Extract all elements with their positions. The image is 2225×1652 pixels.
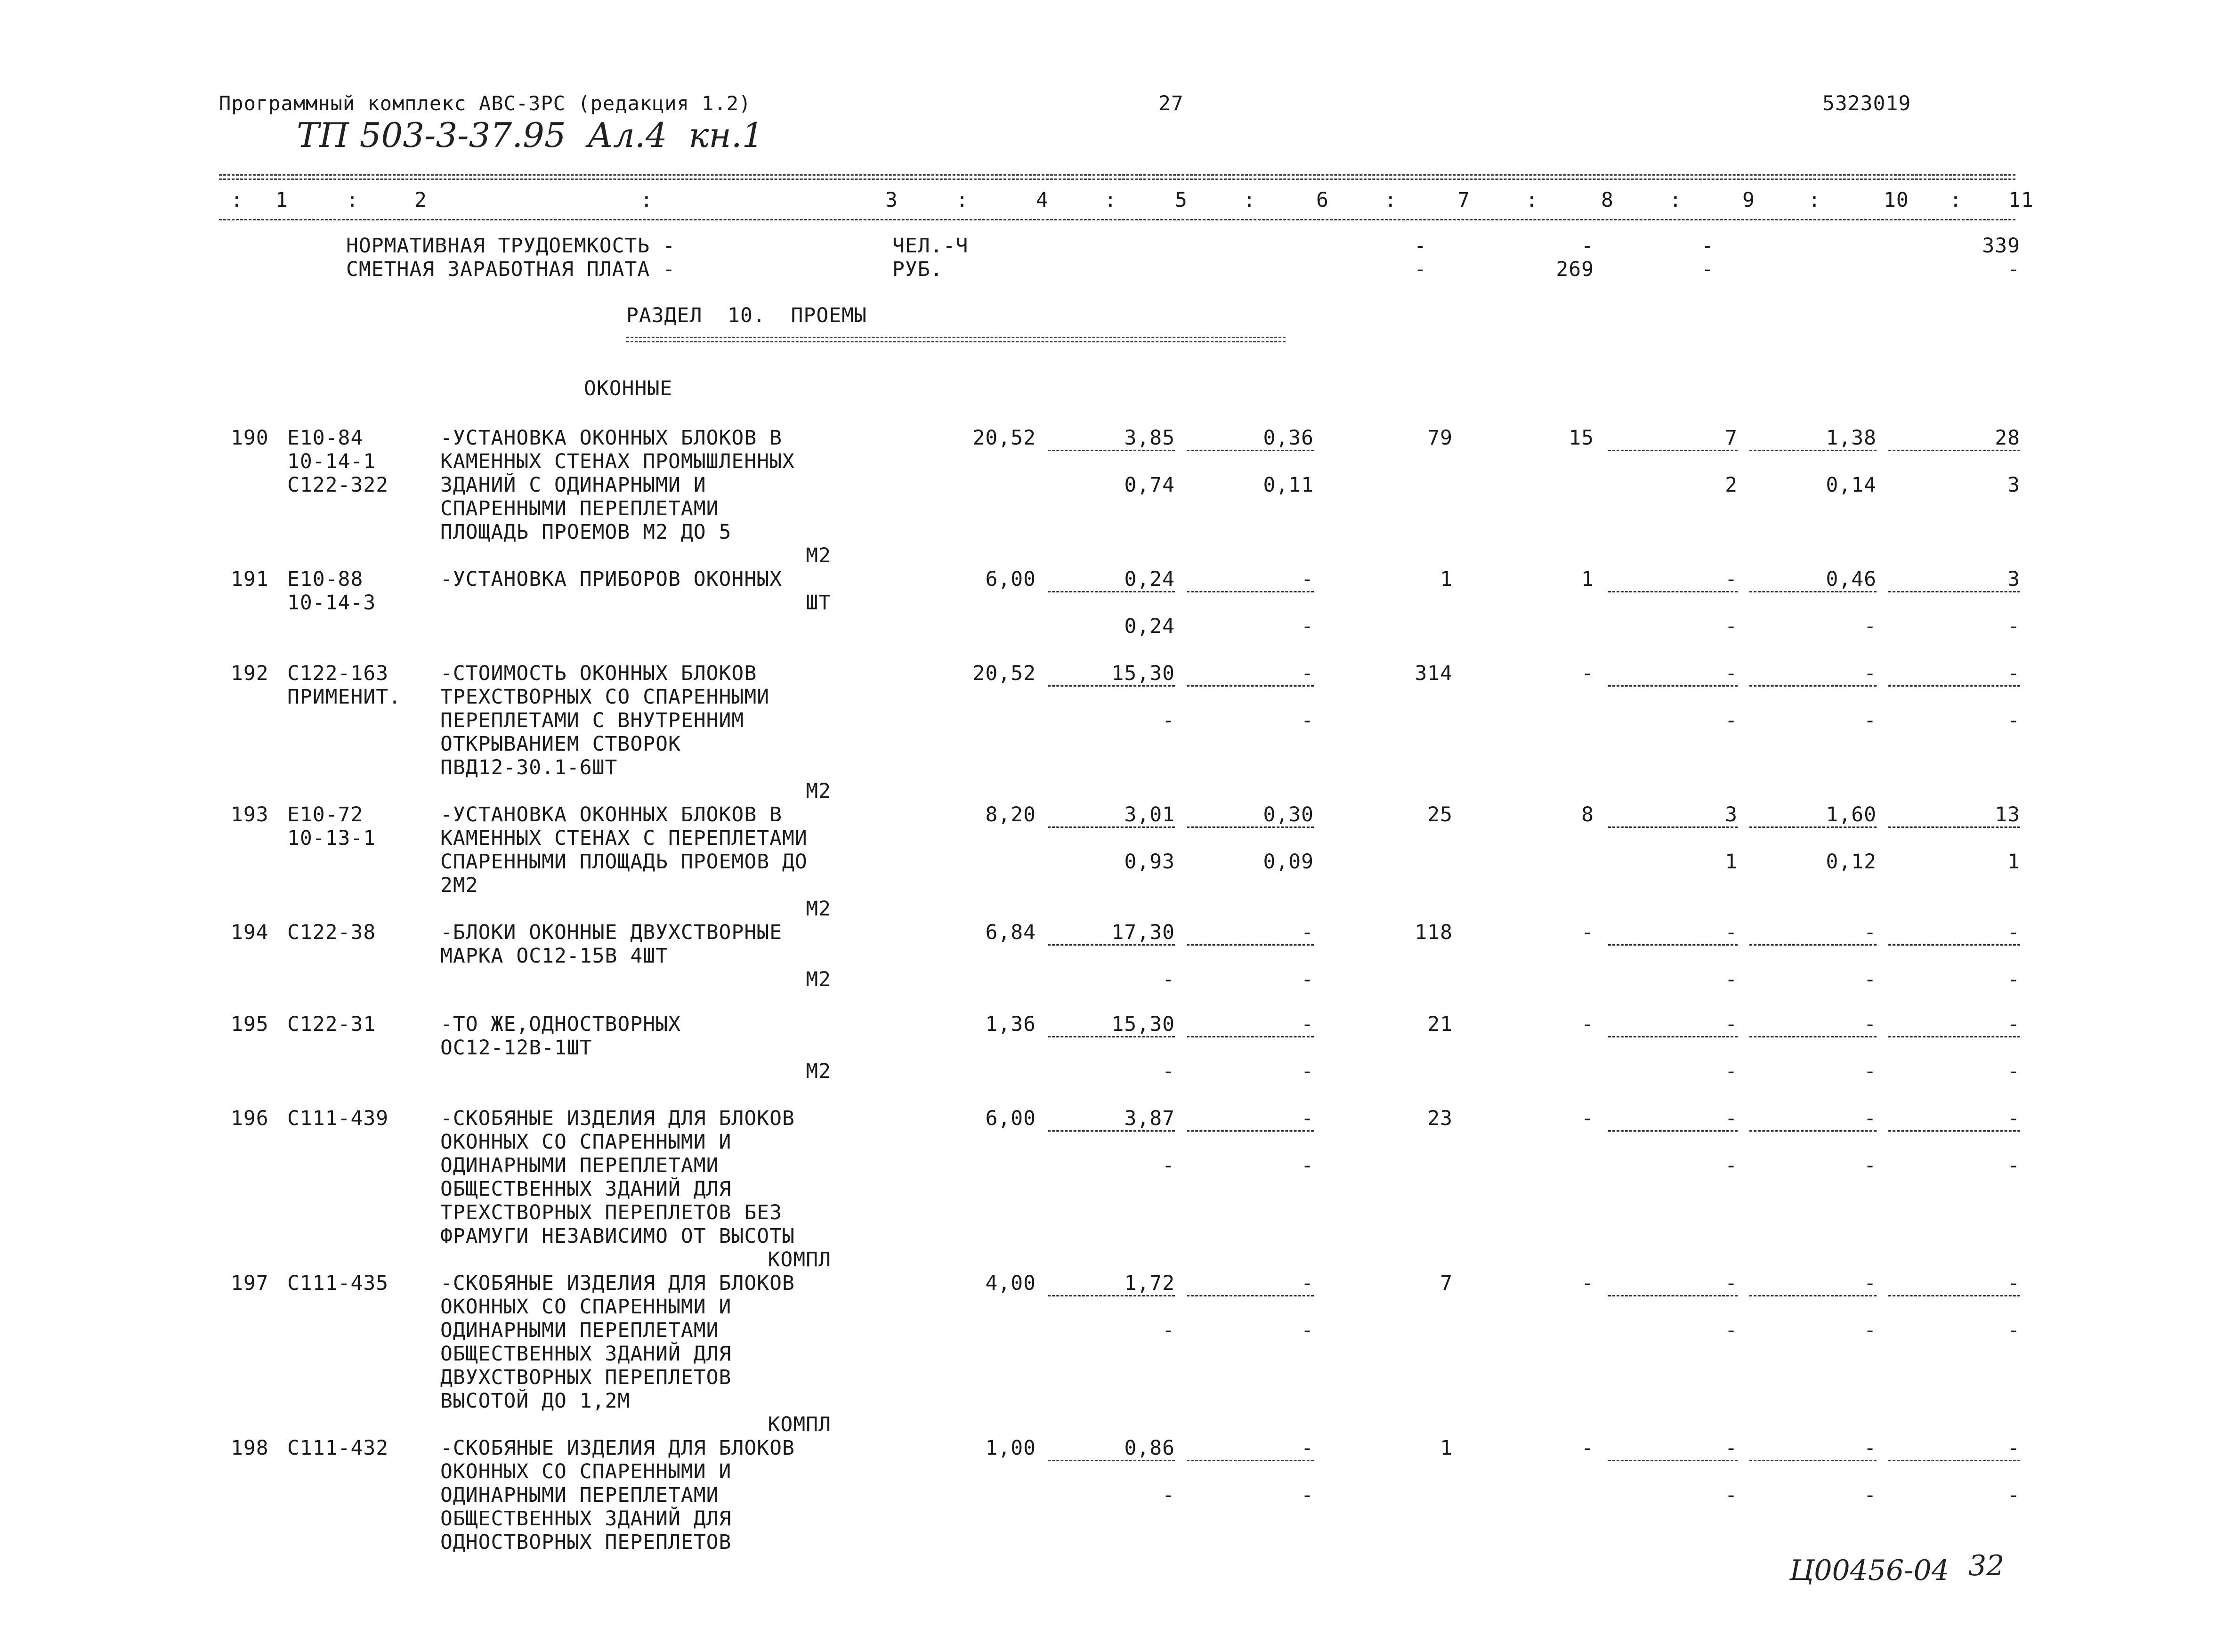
column-number: 2 bbox=[414, 188, 427, 212]
column-number: 5 bbox=[1175, 188, 1188, 212]
row-unit: М2 bbox=[806, 1060, 831, 1083]
fraction-line bbox=[1888, 1295, 2020, 1296]
summary-col11: 339 bbox=[1982, 234, 2020, 258]
row-col11-lower: - bbox=[2007, 1483, 2020, 1507]
row-col8: - bbox=[1581, 1271, 1594, 1295]
fraction-line bbox=[1749, 1460, 1877, 1461]
fraction-line bbox=[1749, 685, 1877, 687]
summary-col8: - bbox=[1581, 234, 1594, 258]
row-col8: 15 bbox=[1569, 426, 1594, 450]
row-col6: 0,36 bbox=[1263, 426, 1314, 450]
handwritten-code: Ц00456-04 bbox=[1789, 1554, 1950, 1587]
row-number: 190 bbox=[231, 426, 269, 450]
fraction-line bbox=[1749, 591, 1877, 592]
row-unit: М2 bbox=[806, 897, 831, 921]
row-col11: - bbox=[2007, 662, 2020, 685]
row-col10-lower: - bbox=[1864, 615, 1877, 638]
row-description: -СКОБЯНЫЕ ИЗДЕЛИЯ ДЛЯ БЛОКОВ bbox=[440, 1107, 795, 1130]
fraction-line bbox=[1187, 450, 1314, 451]
row-col5: 0,24 bbox=[1124, 567, 1175, 591]
row-description: КАМЕННЫХ СТЕНАХ ПРОМЫШЛЕННЫХ bbox=[440, 450, 795, 473]
row-col10-lower: - bbox=[1864, 1154, 1877, 1177]
row-code: С122-163 bbox=[287, 662, 389, 685]
row-col5: 1,72 bbox=[1124, 1271, 1175, 1295]
row-number: 194 bbox=[231, 921, 269, 944]
fraction-line bbox=[1749, 826, 1877, 828]
row-col5: 3,87 bbox=[1124, 1107, 1175, 1130]
row-col6: - bbox=[1301, 1107, 1314, 1130]
row-col11: 3 bbox=[2007, 567, 2020, 591]
summary-unit: ЧЕЛ.-Ч bbox=[892, 234, 969, 258]
row-quantity: 20,52 bbox=[972, 426, 1036, 450]
row-code: С122-38 bbox=[287, 921, 376, 944]
row-col10: - bbox=[1864, 1107, 1877, 1130]
row-col8: 8 bbox=[1581, 803, 1594, 826]
row-quantity: 6,84 bbox=[985, 921, 1036, 944]
row-code: 10-14-1 bbox=[287, 450, 376, 473]
fraction-line bbox=[1608, 944, 1738, 946]
row-col7: 314 bbox=[1415, 662, 1453, 685]
fraction-line bbox=[1608, 1036, 1738, 1037]
fraction-line bbox=[1187, 1295, 1314, 1296]
column-separator: : bbox=[1526, 188, 1538, 212]
row-col9: - bbox=[1725, 1271, 1738, 1295]
row-col8: - bbox=[1581, 1012, 1594, 1036]
row-quantity: 20,52 bbox=[972, 662, 1036, 685]
row-col5: 3,01 bbox=[1124, 803, 1175, 826]
fraction-line bbox=[1048, 826, 1175, 828]
summary-col11: - bbox=[2007, 258, 2020, 281]
row-col7: 7 bbox=[1440, 1271, 1453, 1295]
row-col11-lower: 3 bbox=[2007, 473, 2020, 497]
row-unit: КОМПЛ bbox=[768, 1248, 831, 1271]
column-number: 6 bbox=[1316, 188, 1329, 212]
row-col9-lower: - bbox=[1725, 1060, 1738, 1083]
fraction-line bbox=[1048, 1460, 1175, 1461]
row-description: -УСТАНОВКА ОКОННЫХ БЛОКОВ В bbox=[440, 803, 782, 826]
row-col6-lower: - bbox=[1301, 1060, 1314, 1083]
column-number: 3 bbox=[885, 188, 898, 212]
row-col6-lower: 0,11 bbox=[1263, 473, 1314, 497]
row-code: Е10-88 bbox=[287, 567, 364, 591]
row-col6: - bbox=[1301, 1436, 1314, 1460]
row-col9-lower: 2 bbox=[1725, 473, 1738, 497]
fraction-line bbox=[1608, 685, 1738, 687]
row-quantity: 6,00 bbox=[985, 567, 1036, 591]
row-col5-lower: 0,74 bbox=[1124, 473, 1175, 497]
row-col11-lower: - bbox=[2007, 1060, 2020, 1083]
row-col8: - bbox=[1581, 1107, 1594, 1130]
column-separator: : bbox=[1808, 188, 1821, 212]
row-col5-lower: - bbox=[1162, 968, 1175, 991]
column-separator: : bbox=[346, 188, 359, 212]
row-col9-lower: 1 bbox=[1725, 850, 1738, 874]
summary-col7: - bbox=[1414, 234, 1427, 258]
fraction-line bbox=[1888, 450, 2020, 451]
row-description: ДВУХСТВОРНЫХ ПЕРЕПЛЕТОВ bbox=[440, 1366, 732, 1389]
summary-col8: 269 bbox=[1556, 258, 1594, 281]
row-quantity: 1,00 bbox=[985, 1436, 1036, 1460]
row-code: С111-432 bbox=[287, 1436, 389, 1460]
fraction-line bbox=[1608, 826, 1738, 828]
row-col5: 0,86 bbox=[1124, 1436, 1175, 1460]
row-col6: - bbox=[1301, 662, 1314, 685]
row-description: ОТКРЫВАНИЕМ СТВОРОК bbox=[440, 732, 681, 756]
column-number: 11 bbox=[2008, 188, 2034, 212]
column-separator: : bbox=[1669, 188, 1682, 212]
column-number: 9 bbox=[1742, 188, 1755, 212]
row-col10: - bbox=[1864, 1012, 1877, 1036]
row-col7: 79 bbox=[1427, 426, 1453, 450]
row-col11: 28 bbox=[1995, 426, 2020, 450]
fraction-line bbox=[1888, 685, 2020, 687]
fraction-line bbox=[1888, 1130, 2020, 1132]
row-number: 192 bbox=[231, 662, 269, 685]
row-col6-lower: - bbox=[1301, 968, 1314, 991]
row-col5: 17,30 bbox=[1111, 921, 1175, 944]
header-rule-top bbox=[219, 174, 2015, 180]
fraction-line bbox=[1048, 450, 1175, 451]
fraction-line bbox=[1608, 591, 1738, 592]
row-description: -БЛОКИ ОКОННЫЕ ДВУХСТВОРНЫЕ bbox=[440, 921, 782, 944]
row-col9: - bbox=[1725, 662, 1738, 685]
row-description: СПАРЕННЫМИ ПЛОЩАДЬ ПРОЕМОВ ДО bbox=[440, 850, 808, 874]
fraction-line bbox=[1888, 826, 2020, 828]
row-col9-lower: - bbox=[1725, 615, 1738, 638]
row-description: ПЕРЕПЛЕТАМИ С ВНУТРЕННИМ bbox=[440, 709, 744, 732]
fraction-line bbox=[1749, 1295, 1877, 1296]
row-description: ТРЕХСТВОРНЫХ ПЕРЕПЛЕТОВ БЕЗ bbox=[440, 1201, 782, 1224]
row-col6-lower: - bbox=[1301, 1483, 1314, 1507]
row-col9-lower: - bbox=[1725, 968, 1738, 991]
row-description: -ТО ЖЕ,ОДНОСТВОРНЫХ bbox=[440, 1012, 681, 1036]
column-number: 7 bbox=[1457, 188, 1470, 212]
row-col10-lower: - bbox=[1864, 968, 1877, 991]
fraction-line bbox=[1749, 450, 1877, 451]
fraction-line bbox=[1048, 1130, 1175, 1132]
row-col6-lower: - bbox=[1301, 1154, 1314, 1177]
row-col8: - bbox=[1581, 1436, 1594, 1460]
fraction-line bbox=[1187, 1460, 1314, 1461]
fraction-line bbox=[1749, 1130, 1877, 1132]
row-description: -СТОИМОСТЬ ОКОННЫХ БЛОКОВ bbox=[440, 662, 757, 685]
row-unit: КОМПЛ bbox=[768, 1413, 831, 1436]
row-col9: - bbox=[1725, 921, 1738, 944]
section-title: РАЗДЕЛ 10. ПРОЕМЫ bbox=[626, 304, 867, 327]
row-description: ОДИНАРНЫМИ ПЕРЕПЛЕТАМИ bbox=[440, 1154, 719, 1177]
row-code: С111-435 bbox=[287, 1271, 389, 1295]
row-description: ОДИНАРНЫМИ ПЕРЕПЛЕТАМИ bbox=[440, 1319, 719, 1342]
row-number: 196 bbox=[231, 1107, 269, 1130]
fraction-line bbox=[1187, 685, 1314, 687]
row-col9-lower: - bbox=[1725, 1319, 1738, 1342]
row-unit: М2 bbox=[806, 779, 831, 803]
summary-col9: - bbox=[1701, 234, 1714, 258]
column-separator: : bbox=[1243, 188, 1256, 212]
handwritten-page: 32 bbox=[1968, 1549, 2005, 1582]
row-description: ОБЩЕСТВЕННЫХ ЗДАНИЙ ДЛЯ bbox=[440, 1507, 732, 1531]
fraction-line bbox=[1888, 591, 2020, 592]
column-separator: : bbox=[1104, 188, 1117, 212]
fraction-line bbox=[1608, 1460, 1738, 1461]
row-description: -СКОБЯНЫЕ ИЗДЕЛИЯ ДЛЯ БЛОКОВ bbox=[440, 1271, 795, 1295]
row-col7: 1 bbox=[1440, 567, 1453, 591]
row-description: КАМЕННЫХ СТЕНАХ С ПЕРЕПЛЕТАМИ bbox=[440, 826, 808, 850]
column-separator: : bbox=[231, 188, 243, 212]
row-col5: 3,85 bbox=[1124, 426, 1175, 450]
row-description: ЗДАНИЙ С ОДИНАРНЫМИ И bbox=[440, 473, 706, 497]
doc-code: 5323019 bbox=[1822, 92, 1911, 115]
row-col10: 1,60 bbox=[1826, 803, 1877, 826]
column-number: 10 bbox=[1884, 188, 1909, 212]
row-description: ТРЕХСТВОРНЫХ СО СПАРЕННЫМИ bbox=[440, 685, 770, 709]
row-col6-lower: - bbox=[1301, 1319, 1314, 1342]
row-col7: 23 bbox=[1427, 1107, 1453, 1130]
row-col6: - bbox=[1301, 567, 1314, 591]
program-title: Программный комплекс АВС-ЗРС (редакция 1.2) bbox=[219, 92, 752, 115]
row-number: 195 bbox=[231, 1012, 269, 1036]
row-col9-lower: - bbox=[1725, 1483, 1738, 1507]
row-col11-lower: - bbox=[2007, 709, 2020, 732]
column-number: 1 bbox=[275, 188, 288, 212]
column-separator: : bbox=[1384, 188, 1397, 212]
row-unit: М2 bbox=[806, 544, 831, 567]
summary-unit: РУБ. bbox=[892, 258, 943, 281]
row-col6-lower: - bbox=[1301, 615, 1314, 638]
row-col9: 3 bbox=[1725, 803, 1738, 826]
row-code: 10-14-3 bbox=[287, 591, 376, 615]
row-col7: 1 bbox=[1440, 1436, 1453, 1460]
row-description: ВЫСОТОЙ ДО 1,2М bbox=[440, 1389, 631, 1413]
column-number: 8 bbox=[1601, 188, 1614, 212]
row-col6-lower: - bbox=[1301, 709, 1314, 732]
row-col9: - bbox=[1725, 1436, 1738, 1460]
row-description: 2М2 bbox=[440, 874, 478, 897]
summary-col7: - bbox=[1414, 258, 1427, 281]
row-col11-lower: - bbox=[2007, 1319, 2020, 1342]
page-number: 27 bbox=[1158, 92, 1184, 115]
row-col11-lower: 1 bbox=[2007, 850, 2020, 874]
fraction-line bbox=[1048, 1295, 1175, 1296]
fraction-line bbox=[1888, 1036, 2020, 1037]
row-col8: - bbox=[1581, 921, 1594, 944]
row-col9: - bbox=[1725, 567, 1738, 591]
row-col11: - bbox=[2007, 921, 2020, 944]
row-col11: - bbox=[2007, 1107, 2020, 1130]
row-code: Е10-72 bbox=[287, 803, 364, 826]
row-description: ПВД12-30.1-6ШТ bbox=[440, 756, 618, 779]
fraction-line bbox=[1888, 944, 2020, 946]
row-col7: 118 bbox=[1415, 921, 1453, 944]
fraction-line bbox=[1048, 685, 1175, 687]
row-col10-lower: - bbox=[1864, 1060, 1877, 1083]
row-col11: - bbox=[2007, 1271, 2020, 1295]
row-description: МАРКА ОС12-15В 4ШТ bbox=[440, 944, 668, 968]
row-col11-lower: - bbox=[2007, 615, 2020, 638]
row-col5-lower: - bbox=[1162, 709, 1175, 732]
row-description: ОБЩЕСТВЕННЫХ ЗДАНИЙ ДЛЯ bbox=[440, 1177, 732, 1201]
row-description: ОКОННЫХ СО СПАРЕННЫМИ И bbox=[440, 1460, 732, 1483]
row-description: ОКОННЫХ СО СПАРЕННЫМИ И bbox=[440, 1295, 732, 1319]
column-separator: : bbox=[640, 188, 653, 212]
row-col6: - bbox=[1301, 921, 1314, 944]
row-col5-lower: - bbox=[1162, 1483, 1175, 1507]
row-unit: М2 bbox=[806, 968, 831, 991]
fraction-line bbox=[1048, 591, 1175, 592]
row-col8: - bbox=[1581, 662, 1594, 685]
fraction-line bbox=[1749, 944, 1877, 946]
row-col5-lower: - bbox=[1162, 1319, 1175, 1342]
row-description: ПЛОЩАДЬ ПРОЕМОВ М2 ДО 5 bbox=[440, 520, 732, 544]
row-description: -СКОБЯНЫЕ ИЗДЕЛИЯ ДЛЯ БЛОКОВ bbox=[440, 1436, 795, 1460]
row-description: ФРАМУГИ НЕЗАВИСИМО ОТ ВЫСОТЫ bbox=[440, 1224, 795, 1248]
row-description: ОКОННЫХ СО СПАРЕННЫМИ И bbox=[440, 1130, 732, 1154]
row-col10-lower: 0,14 bbox=[1826, 473, 1877, 497]
row-col9-lower: - bbox=[1725, 1154, 1738, 1177]
fraction-line bbox=[1187, 944, 1314, 946]
row-col10: - bbox=[1864, 662, 1877, 685]
row-number: 193 bbox=[231, 803, 269, 826]
row-col8: 1 bbox=[1581, 567, 1594, 591]
row-quantity: 6,00 bbox=[985, 1107, 1036, 1130]
row-description: ОБЩЕСТВЕННЫХ ЗДАНИЙ ДЛЯ bbox=[440, 1342, 732, 1366]
row-col6: 0,30 bbox=[1263, 803, 1314, 826]
row-col6: - bbox=[1301, 1012, 1314, 1036]
row-description: ОДИНАРНЫМИ ПЕРЕПЛЕТАМИ bbox=[440, 1483, 719, 1507]
fraction-line bbox=[1608, 450, 1738, 451]
row-col11-lower: - bbox=[2007, 1154, 2020, 1177]
row-col10-lower: - bbox=[1864, 1319, 1877, 1342]
row-col11: 13 bbox=[1995, 803, 2020, 826]
row-quantity: 4,00 bbox=[985, 1271, 1036, 1295]
fraction-line bbox=[1187, 1130, 1314, 1132]
fraction-line bbox=[1888, 1460, 2020, 1461]
row-col9-lower: - bbox=[1725, 709, 1738, 732]
row-code: С122-322 bbox=[287, 473, 389, 497]
row-col11-lower: - bbox=[2007, 968, 2020, 991]
fraction-line bbox=[1048, 944, 1175, 946]
fraction-line bbox=[1749, 1036, 1877, 1037]
row-col6-lower: 0,09 bbox=[1263, 850, 1314, 874]
section-subtitle: ОКОННЫЕ bbox=[584, 377, 673, 400]
row-code: 10-13-1 bbox=[287, 826, 376, 850]
row-col11: - bbox=[2007, 1012, 2020, 1036]
row-description: ОС12-12В-1ШТ bbox=[440, 1036, 592, 1060]
row-col5-lower: 0,24 bbox=[1124, 615, 1175, 638]
row-unit: ШТ bbox=[806, 591, 831, 615]
fraction-line bbox=[1187, 826, 1314, 828]
row-col9: - bbox=[1725, 1012, 1738, 1036]
row-number: 198 bbox=[231, 1436, 269, 1460]
column-number: 4 bbox=[1036, 188, 1049, 212]
row-number: 191 bbox=[231, 567, 269, 591]
section-title-underline bbox=[626, 337, 1286, 342]
row-col5: 15,30 bbox=[1111, 1012, 1175, 1036]
row-col10: - bbox=[1864, 921, 1877, 944]
row-col10: - bbox=[1864, 1271, 1877, 1295]
row-col10: 0,46 bbox=[1826, 567, 1877, 591]
summary-label: НОРМАТИВНАЯ ТРУДОЕМКОСТЬ - bbox=[346, 234, 676, 258]
summary-label: СМЕТНАЯ ЗАРАБОТНАЯ ПЛАТА - bbox=[346, 258, 676, 281]
row-code: ПРИМЕНИТ. bbox=[287, 685, 401, 709]
row-col5-lower: 0,93 bbox=[1124, 850, 1175, 874]
fraction-line bbox=[1187, 1036, 1314, 1037]
row-description: ОДНОСТВОРНЫХ ПЕРЕПЛЕТОВ bbox=[440, 1531, 732, 1554]
row-quantity: 8,20 bbox=[985, 803, 1036, 826]
row-col10-lower: - bbox=[1864, 709, 1877, 732]
row-col7: 21 bbox=[1427, 1012, 1453, 1036]
handwritten-reference: ТП 503-3-37.95 Ал.4 кн.1 bbox=[297, 115, 764, 155]
row-col10-lower: - bbox=[1864, 1483, 1877, 1507]
column-separator: : bbox=[956, 188, 969, 212]
row-quantity: 1,36 bbox=[985, 1012, 1036, 1036]
row-description: -УСТАНОВКА ОКОННЫХ БЛОКОВ В bbox=[440, 426, 782, 450]
row-col10: - bbox=[1864, 1436, 1877, 1460]
fraction-line bbox=[1608, 1295, 1738, 1296]
row-col6: - bbox=[1301, 1271, 1314, 1295]
row-col5-lower: - bbox=[1162, 1060, 1175, 1083]
row-code: Е10-84 bbox=[287, 426, 364, 450]
row-col5-lower: - bbox=[1162, 1154, 1175, 1177]
row-col11: - bbox=[2007, 1436, 2020, 1460]
row-col7: 25 bbox=[1427, 803, 1453, 826]
row-code: С111-439 bbox=[287, 1107, 389, 1130]
row-col10: 1,38 bbox=[1826, 426, 1877, 450]
summary-col9: - bbox=[1701, 258, 1714, 281]
row-col5: 15,30 bbox=[1111, 662, 1175, 685]
fraction-line bbox=[1608, 1130, 1738, 1132]
row-col9: - bbox=[1725, 1107, 1738, 1130]
row-col9: 7 bbox=[1725, 426, 1738, 450]
column-separator: : bbox=[1950, 188, 1962, 212]
row-description: -УСТАНОВКА ПРИБОРОВ ОКОННЫХ bbox=[440, 567, 782, 591]
row-code: С122-31 bbox=[287, 1012, 376, 1036]
row-col10-lower: 0,12 bbox=[1826, 850, 1877, 874]
fraction-line bbox=[1048, 1036, 1175, 1037]
row-description: СПАРЕННЫМИ ПЕРЕПЛЕТАМИ bbox=[440, 497, 719, 520]
row-number: 197 bbox=[231, 1271, 269, 1295]
fraction-line bbox=[1187, 591, 1314, 592]
header-rule-bottom bbox=[219, 219, 2015, 220]
